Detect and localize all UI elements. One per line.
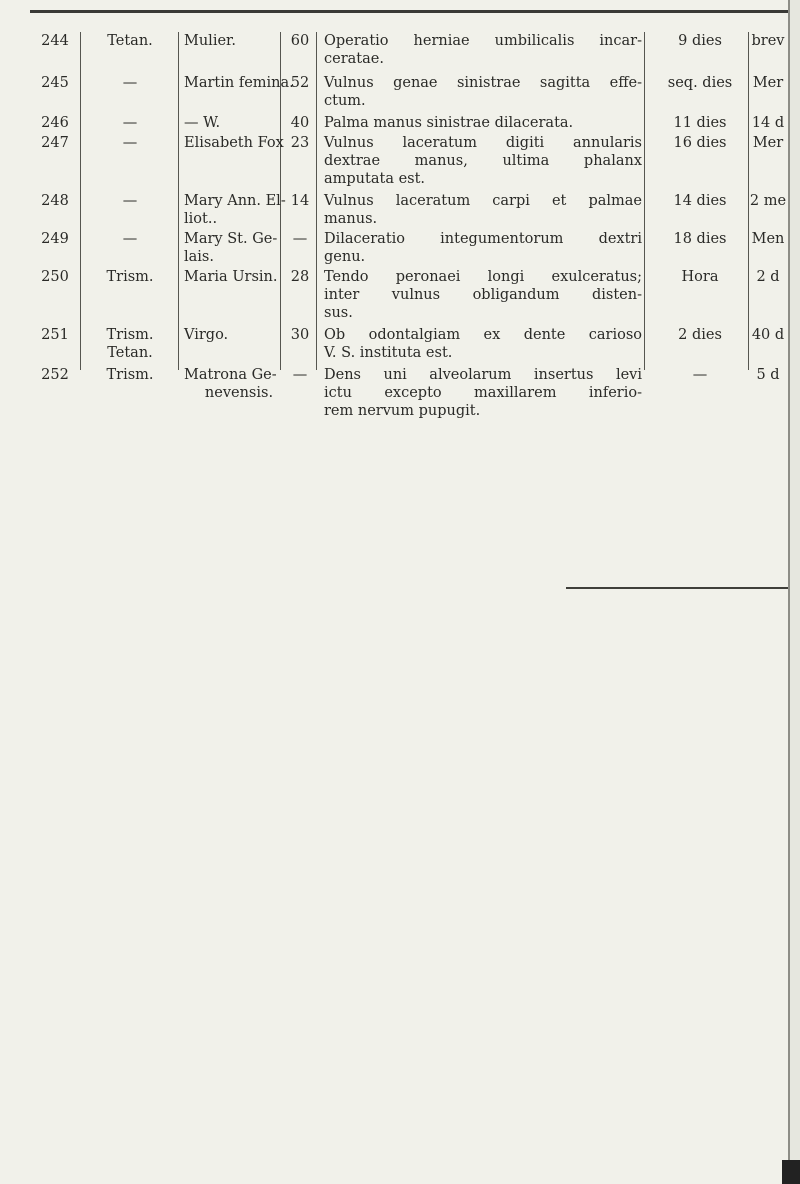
patient-line: Mary Ann. El- bbox=[184, 193, 286, 209]
column-rule bbox=[178, 32, 179, 370]
description-line: ictu excepto maxillarem inferio- bbox=[324, 385, 642, 401]
case-number: 246 bbox=[41, 115, 69, 131]
age-cell: 40 bbox=[290, 115, 310, 131]
description-cell bbox=[324, 114, 642, 132]
case-number: 245 bbox=[41, 75, 69, 91]
age-cell: 28 bbox=[290, 269, 310, 285]
morbus-cell: Trism. bbox=[106, 269, 154, 285]
description-line: manus. bbox=[324, 211, 378, 227]
description-line: Ob odontalgiam ex dente carioso bbox=[324, 327, 642, 343]
duration-cell: — bbox=[692, 367, 708, 383]
facing-page-edge bbox=[788, 0, 800, 1184]
description-line: Tendo peronaei longi exulceratus; bbox=[324, 269, 642, 285]
description-cell bbox=[324, 134, 642, 188]
case-number: 244 bbox=[41, 33, 69, 49]
column-rule bbox=[316, 32, 317, 370]
morbus-line: Tetan. bbox=[107, 345, 153, 361]
patient-line: nevensis. bbox=[204, 385, 274, 401]
description-line: amputata est. bbox=[324, 171, 426, 187]
morbus-line: Trism. bbox=[106, 327, 154, 343]
description-cell bbox=[324, 366, 642, 420]
morbus-cell bbox=[82, 326, 178, 362]
duration-cell: 14 dies bbox=[673, 193, 727, 209]
age-cell: 30 bbox=[290, 327, 310, 343]
column-rule bbox=[644, 32, 645, 370]
result-cell: Men bbox=[751, 231, 785, 247]
duration-cell: 2 dies bbox=[678, 327, 722, 343]
description-cell bbox=[324, 230, 642, 266]
case-number: 250 bbox=[41, 269, 69, 285]
description-line: ctum. bbox=[324, 93, 366, 109]
case-number: 252 bbox=[41, 367, 69, 383]
duration-cell: 11 dies bbox=[673, 115, 727, 131]
morbus-cell: Trism. bbox=[106, 367, 154, 383]
age-cell: — bbox=[292, 367, 308, 383]
result-cell: 40 d bbox=[751, 327, 785, 343]
result-cell: Mer bbox=[752, 75, 784, 91]
description-cell bbox=[324, 326, 642, 362]
patient-line: — W. bbox=[184, 115, 221, 131]
duration-cell: seq. dies bbox=[667, 75, 733, 91]
description-cell bbox=[324, 32, 642, 68]
result-cell: Mer bbox=[752, 135, 784, 151]
description-line: inter vulnus obligandum disten- bbox=[324, 287, 642, 303]
description-line: Vulnus laceratum digiti annularis bbox=[324, 135, 642, 151]
age-cell: 23 bbox=[290, 135, 310, 151]
section-rule bbox=[566, 587, 788, 589]
age-cell: 60 bbox=[290, 33, 310, 49]
patient-line: Maria Ursin. bbox=[184, 269, 278, 285]
description-cell bbox=[324, 74, 642, 110]
case-number: 249 bbox=[41, 231, 69, 247]
morbus-cell: — bbox=[122, 193, 138, 209]
result-cell: 5 d bbox=[756, 367, 780, 383]
patient-line: Elisabeth Fox bbox=[184, 135, 284, 151]
case-number: 247 bbox=[41, 135, 69, 151]
description-cell bbox=[324, 192, 642, 228]
duration-cell: Hora bbox=[681, 269, 719, 285]
patient-line: liot.. bbox=[184, 211, 218, 227]
description-line: Dens uni alveolarum insertus levi bbox=[324, 367, 642, 383]
patient-line: Mulier. bbox=[184, 33, 236, 49]
description-line: Vulnus laceratum carpi et palmae bbox=[324, 193, 642, 209]
result-cell: brev bbox=[751, 33, 785, 49]
description-line: V. S. instituta est. bbox=[324, 345, 453, 361]
morbus-cell: — bbox=[122, 75, 138, 91]
result-cell: 14 d bbox=[751, 115, 785, 131]
description-line: Vulnus genae sinistrae sagitta effe- bbox=[324, 75, 642, 91]
patient-line: Mary St. Ge- bbox=[184, 231, 278, 247]
description-line: rem nervum pupugit. bbox=[324, 403, 481, 419]
result-cell: 2 me bbox=[749, 193, 787, 209]
patient-line: Virgo. bbox=[184, 327, 229, 343]
case-number: 248 bbox=[41, 193, 69, 209]
patient-line: Matrona Ge- bbox=[184, 367, 277, 383]
description-line: ceratae. bbox=[324, 51, 384, 67]
description-line: sus. bbox=[324, 305, 353, 321]
duration-cell: 18 dies bbox=[673, 231, 727, 247]
morbus-cell: — bbox=[122, 135, 138, 151]
age-cell: 52 bbox=[290, 75, 310, 91]
description-cell bbox=[324, 268, 642, 322]
description-line: dextrae manus, ultima phalanx bbox=[324, 153, 642, 169]
morbus-cell: — bbox=[122, 115, 138, 131]
description-line: Operatio herniae umbilicalis incar- bbox=[324, 33, 642, 49]
description-line: Palma manus sinistrae dilacerata. bbox=[324, 115, 574, 131]
age-cell: — bbox=[292, 231, 308, 247]
duration-cell: 9 dies bbox=[678, 33, 722, 49]
duration-cell: 16 dies bbox=[673, 135, 727, 151]
case-number: 251 bbox=[41, 327, 69, 343]
result-cell: 2 d bbox=[756, 269, 780, 285]
column-rule bbox=[80, 32, 81, 370]
age-cell: 14 bbox=[290, 193, 310, 209]
morbus-cell: Tetan. bbox=[107, 33, 153, 49]
patient-line: Martin femina. bbox=[184, 75, 294, 91]
top-rule bbox=[30, 10, 788, 13]
morbus-cell: — bbox=[122, 231, 138, 247]
case-table bbox=[30, 32, 788, 419]
description-line: Dilaceratio integumentorum dextri bbox=[324, 231, 642, 247]
description-line: genu. bbox=[324, 249, 366, 265]
scan-corner-mark bbox=[782, 1160, 800, 1184]
patient-line: lais. bbox=[184, 249, 214, 265]
